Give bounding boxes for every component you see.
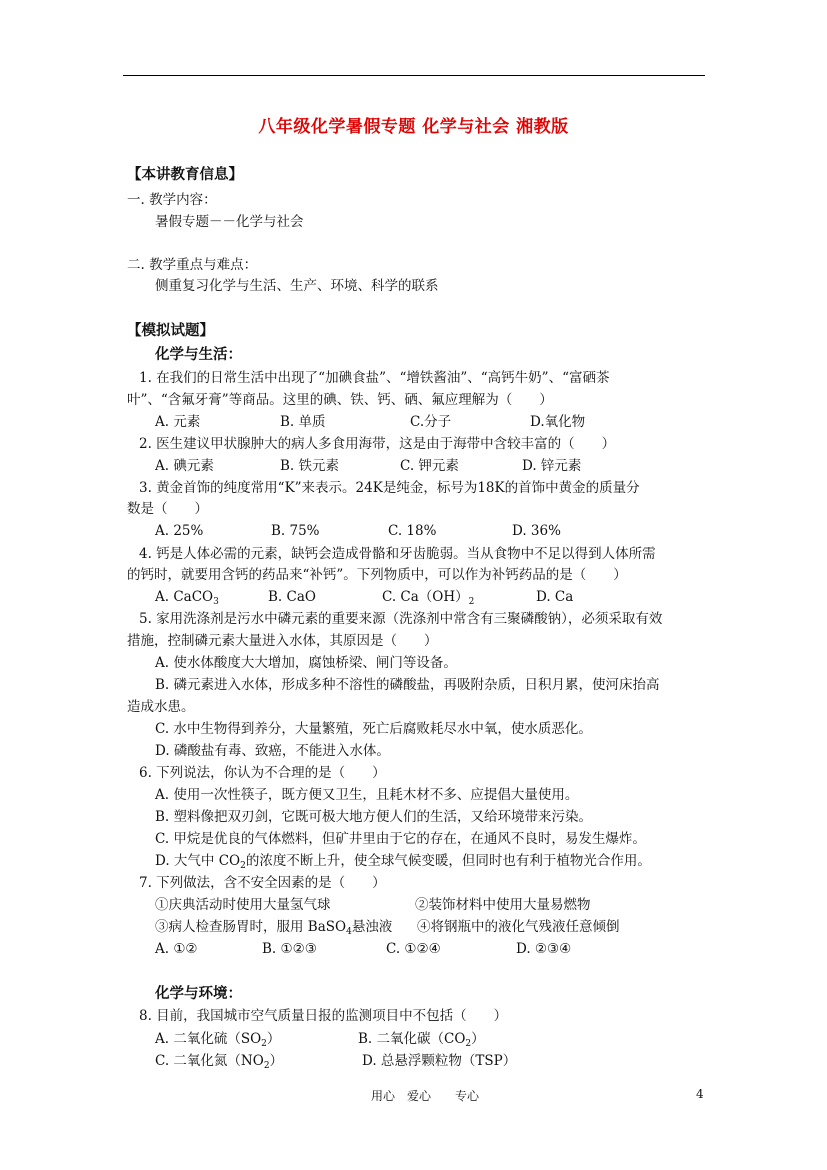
question-3-line2: 数是（ ） — [127, 501, 208, 517]
option-a: A. 元素 — [155, 414, 201, 430]
item-4: ④将钢瓶中的液化气残液任意倾倒 — [417, 919, 620, 935]
option-d: D. Ca — [536, 589, 574, 605]
question-7-line1: 7. 下列做法，含不安全因素的是（ ） — [139, 875, 386, 891]
header-rule — [123, 75, 705, 76]
section-1-label: 一. 教学内容： — [127, 192, 217, 208]
option-b: B. CaO — [268, 589, 316, 605]
footer-motto: 用心 爱心 专心 — [371, 1089, 480, 1103]
info-heading: 【本讲教育信息】 — [127, 166, 243, 183]
option-d: D. 36% — [512, 523, 561, 539]
page-title: 八年级化学暑假专题 化学与社会 湘教版 — [258, 117, 569, 137]
question-1-line2: 叶”、“含氟牙膏”等商品。这里的碘、铁、钙、硒、氟应理解为（ ） — [127, 392, 553, 408]
option-a: A. 碘元素 — [155, 458, 214, 474]
option-a: A. 25% — [155, 523, 204, 539]
question-2-line1: 2. 医生建议甲状腺肿大的病人多食用海带，这是由于海带中含较丰富的（ ） — [139, 436, 616, 452]
option-a: A. ①② — [155, 941, 198, 957]
option-d: D. 锌元素 — [522, 458, 582, 474]
option-b: B. ①②③ — [262, 941, 317, 957]
option-d: D.氧化物 — [530, 414, 586, 430]
question-6-option-a: A. 使用一次性筷子，既方便又卫生，且耗木材不多、应提倡大量使用。 — [155, 787, 579, 803]
question-4-line2: 的钙时，就要用含钙的药品来“补钙”。下列物质中，可以作为补钙药品的是（ ） — [127, 567, 627, 583]
option-b: B. 75% — [271, 523, 320, 539]
question-5-option-b-line1: B. 磷元素进入水体，形成多种不溶性的磷酸盐，再吸附杂质，日积月累，使河床抬高 — [155, 677, 660, 693]
item-3: ③病人检查肠胃时，服用 BaSO$_4$悬浊液 — [155, 919, 393, 937]
question-4-line1: 4. 钙是人体必需的元素，缺钙会造成骨骼和牙齿脆弱。当从食物中不足以得到人体所需 — [139, 546, 656, 562]
question-5-line1: 5. 家用洗涤剂是污水中磷元素的重要来源（洗涤剂中常含有三聚磷酸钠），必须采取有效 — [139, 611, 663, 627]
section-1-text: 暑假专题－－化学与社会 — [155, 214, 304, 230]
section-2-text: 侧重复习化学与生活、生产、环境、科学的联系 — [155, 278, 439, 294]
question-3-line1: 3. 黄金首饰的纯度常用“K”来表示。24K是纯金，标号为18K的首饰中黄金的质量分 — [139, 480, 640, 496]
item-2: ②装饰材料中使用大量易燃物 — [415, 897, 591, 913]
subheading-life: 化学与生活： — [155, 346, 242, 363]
question-1-line1: 1. 在我们的日常生活中出现了“加碘食盐”、“增铁酱油”、“高钙牛奶”、“富硒茶 — [139, 370, 610, 386]
question-5-option-d: D. 磷酸盐有毒、致癌，不能进入水体。 — [155, 743, 390, 759]
question-5-option-c: C. 水中生物得到养分，大量繁殖，死亡后腐败耗尽水中氧，使水质恶化。 — [155, 721, 592, 737]
option-c: C. 钾元素 — [400, 458, 459, 474]
option-d: D. ②③④ — [516, 941, 572, 957]
question-6-option-b: B. 塑料像把双刃剑，它既可极大地方便人们的生活，又给环境带来污染。 — [155, 809, 593, 825]
option-c: C. 二氧化氮$(NO_2)$ — [155, 1053, 284, 1071]
question-5-option-b-line2: 造成水患。 — [127, 699, 195, 715]
question-6-option-d: D. 大气中 $CO_2$的浓度不断上升，使全球气候变暖，但同时也有利于植物光合作用。 — [155, 853, 651, 871]
question-5-option-a: A. 使水体酸度大大增加，腐蚀桥梁、闸门等设备。 — [155, 655, 457, 671]
option-c: C.分子 — [410, 414, 452, 430]
subheading-environment: 化学与环境： — [155, 985, 242, 1002]
option-d: D. 总悬浮颗粒物（TSP） — [362, 1053, 517, 1069]
question-6-option-c: C. 甲烷是优良的气体燃料，但矿井里由于它的存在，在通风不良时，易发生爆炸。 — [155, 831, 646, 847]
option-a: A. CaCO$_3$ — [155, 589, 219, 607]
option-c: C. $Ca(OH)_2$ — [382, 589, 475, 607]
question-6-line1: 6. 下列说法，你认为不合理的是（ ） — [139, 765, 386, 781]
option-c: C. ①②④ — [386, 941, 441, 957]
option-c: C. 18% — [388, 523, 437, 539]
option-b: B. 单质 — [280, 414, 326, 430]
option-a: A. 二氧化硫$(SO_2)$ — [155, 1031, 281, 1049]
practice-heading: 【模拟试题】 — [127, 322, 214, 339]
section-2-label: 二. 教学重点与难点： — [127, 257, 258, 273]
option-b: B. 铁元素 — [280, 458, 340, 474]
option-b: B. 二氧化碳$(CO_2)$ — [358, 1031, 485, 1049]
question-8-line1: 8. 目前，我国城市空气质量日报的监测项目中不包括（ ） — [139, 1008, 508, 1024]
item-1: ①庆典活动时使用大量氢气球 — [155, 897, 331, 913]
question-5-line2: 措施，控制磷元素大量进入水体，其原因是（ ） — [127, 633, 438, 649]
page-number: 4 — [696, 1087, 704, 1101]
